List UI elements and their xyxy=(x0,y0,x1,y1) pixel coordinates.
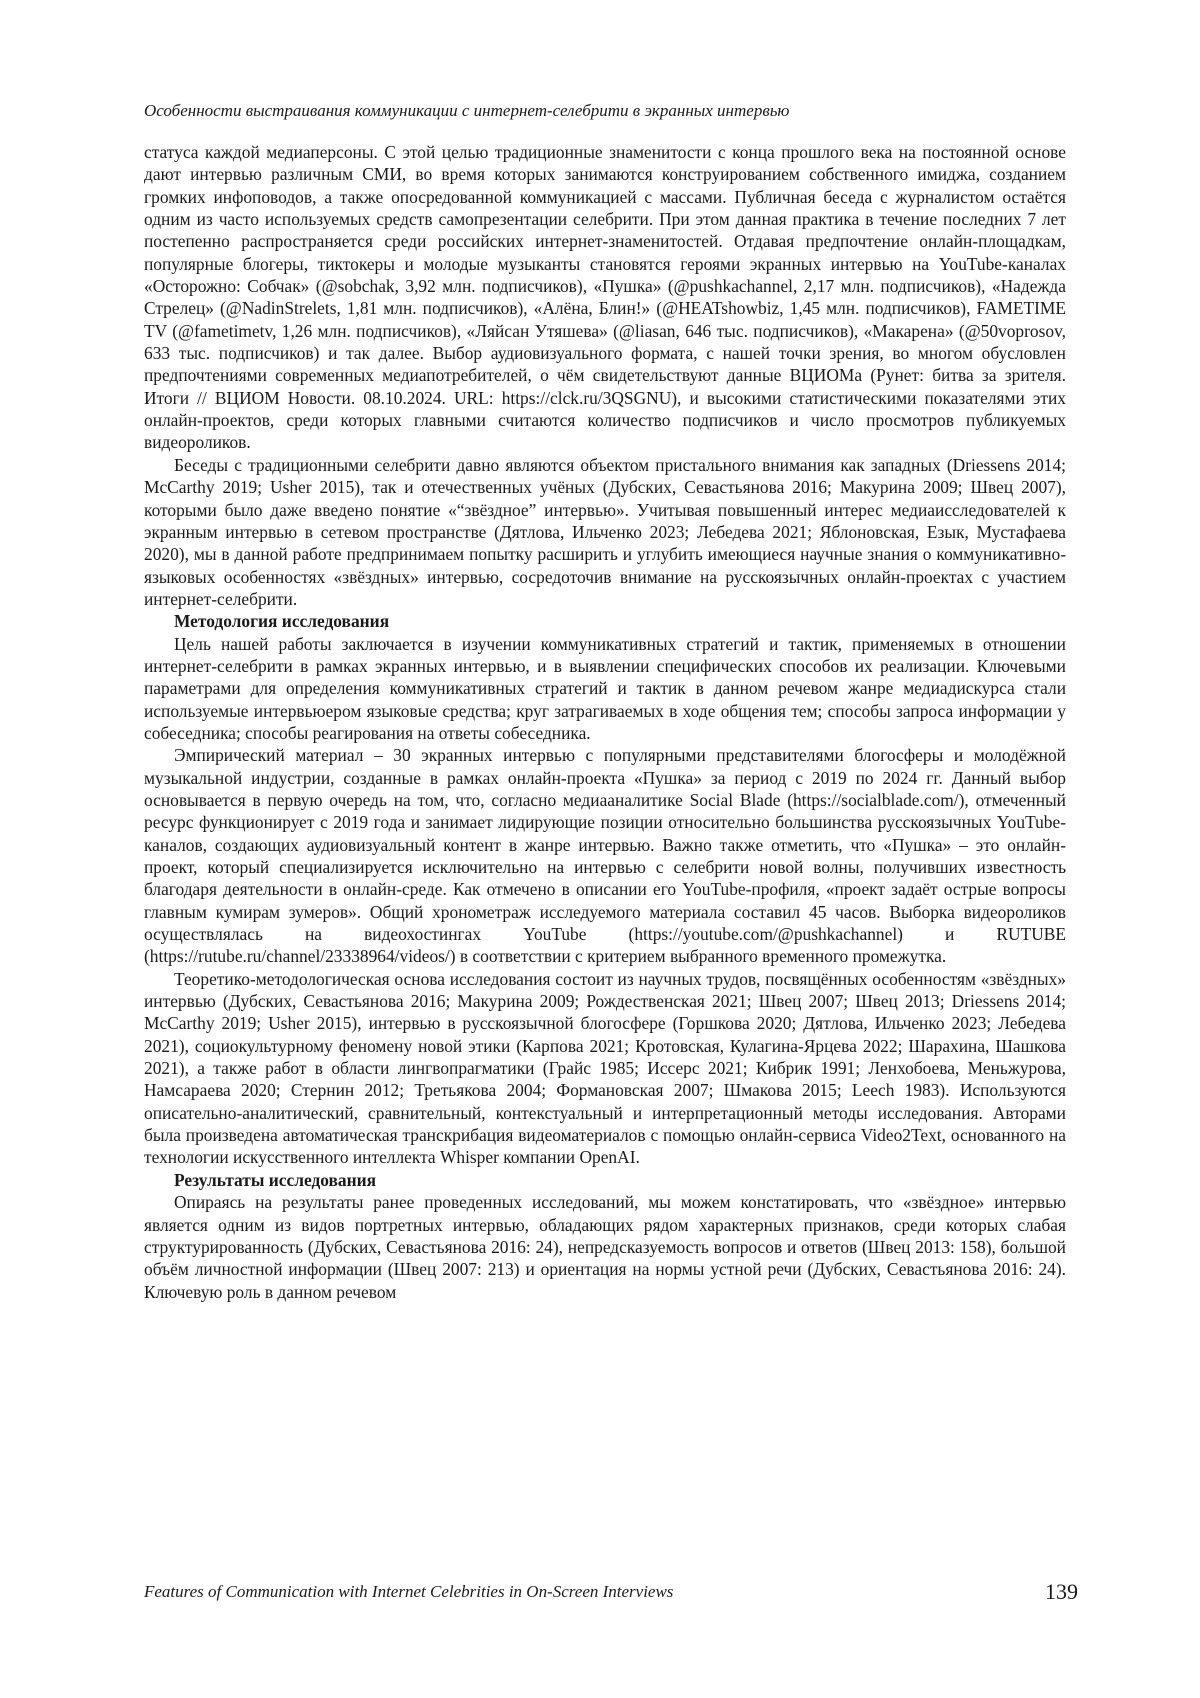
paragraph-continued: статуса каждой медиаперсоны. С этой целью традиционные знаменитости с конца прошлого века на постоянной основе дают интервью различным СМИ, во время которых занимаются конструированием собственного имиджа, созданием громких инфоповодов, а также опосредованной коммуникацией с массами. Публичная беседа с журналистом остаётся одним из часто используемых средств самопрезентации селебрити. При этом данная практика в течение последних 7 лет постепенно распространяется среди российских интернет-знаменитостей. Отдавая предпочтение онлайн-площадкам, популярные блогеры, тиктокеры и молодые музыканты становятся героями экранных интервью на YouTube-каналах «Осторожно: Собчак» (@sobchak, 3,92 млн. подписчиков), «Пушка» (@pushkachannel, 2,17 млн. подписчиков), «Надежда Стрелец» (@NadinStrelets, 1,81 млн. подписчиков), «Алёна, Блин!» (@HEATshowbiz, 1,45 млн. подписчиков), FAMETIME TV (@fametimetv, 1,26 млн. подписчиков), «Ляйсан Утяшева» (@liasan, 646 тыс. подписчиков), «Макарена» (@50voprosov, 633 тыс. подписчиков) и так далее. Выбор аудиовизуального формата, с нашей точки зрения, во многом обусловлен предпочтениями современных медиапотребителей, о чём свидетельствуют данные ВЦИОМа (Рунет: битва за зрителя. Итоги // ВЦИОМ Новости. 08.10.2024. URL: https://clck.ru/3QSGNU), и высокими статистическими показателями этих онлайн-проектов, среди которых главными считаются количество подписчиков и число просмотров публикуемых видеороликов. xyxy=(144,142,1066,453)
paragraph: Опираясь на результаты ранее проведенных исследований, мы можем констатировать, что «звёздное» интервью является одним из видов портретных интервью, обладающих рядом характерных признаков, среди которых слабая структурированность (Дубских, Севастьянова 2016: 24), непредсказуемость вопросов и ответов (Швец 2013: 158), большой объём личностной информации (Швец 2007: 213) и ориентация на нормы устной речи (Дубских, Севастьянова 2016: 24). Ключевую роль в данном речевом xyxy=(144,1192,1066,1302)
section-heading-results: Результаты исследования xyxy=(174,1169,377,1190)
article-body xyxy=(144,141,1066,1303)
paragraph: Цель нашей работы заключается в изучении коммуникативных стратегий и тактик, применяемых в отношении интернет-селебрити в рамках экранных интервью, и в выявлении специфических способов их реализации. Ключевыми параметрами для определения коммуникативных стратегий и тактик в данном речевом жанре медиадискурса стали используемые интервьюером языковые средства; круг затрагиваемых в ходе общения тем; способы запроса информации у собеседника; способы реагирования на ответы собеседника. xyxy=(144,633,1066,743)
page-number: 139 xyxy=(1045,1579,1078,1604)
paragraph: Беседы с традиционными селебрити давно являются объектом пристального внимания как западных (Driessens 2014; McCarthy 2019; Usher 2015), так и отечественных учёных (Дубских, Севастьянова 2016; Макурина 2009; Швец 2007), которыми было даже введено понятие «“звёздное” интервью». Учитывая повышенный интерес медиаисследователей к экранным интервью в сетевом пространстве (Дятлова, Ильченко 2023; Лебедева 2021; Яблоновская, Езык, Мустафаева 2020), мы в данной работе предпринимаем попытку расширить и углубить имеющиеся научные знания о коммуникативно-языковых особенностях «звёздных» интервью, сосредоточив внимание на русскоязычных онлайн-проектах с участием интернет-селебрити. xyxy=(144,454,1066,609)
running-foot: Features of Communication with Internet Celebrities in On-Screen Interviews xyxy=(144,1582,674,1601)
section-heading-methodology: Методология исследования xyxy=(174,611,390,632)
paragraph: Теоретико-методологическая основа исследования состоит из научных трудов, посвящённых особенностям «звёздных» интервью (Дубских, Севастьянова 2016; Макурина 2009; Рождественская 2021; Швец 2007; Швец 2013; Driessens 2014; McCarthy 2019; Usher 2015), интервью в русскоязычной блогосфере (Горшкова 2020; Дятлова, Ильченко 2023; Лебедева 2021), социокультурному феномену новой этики (Карпова 2021; Кротовская, Кулагина-Ярцева 2022; Шарахина, Шашкова 2021), а также работ в области лингвопрагматики (Грайс 1985; Иссерс 2021; Кибрик 1991; Ленхобоева, Меньжурова, Намсараева 2020; Стернин 2012; Третьякова 2004; Формановская 2007; Шмакова 2015; Leech 1983). Используются описательно-аналитический, сравнительный, контекстуальный и интерпретационный методы исследования. Авторами была произведена автоматическая транскрибация видеоматериалов с помощью онлайн-сервиса Video2Text, основанного на технологии искусственного интеллекта Whisper компании OpenAI. xyxy=(144,968,1066,1168)
running-head: Особенности выстраивания коммуникации с интернет-селебрити в экранных интервью xyxy=(144,101,790,120)
paragraph: Эмпирический материал – 30 экранных интервью с популярными представителями блогосферы и молодёжной музыкальной индустрии, созданные в рамках онлайн-проекта «Пушка» за период с 2019 по 2024 гг. Данный выбор основывается в первую очередь на том, что, согласно медиааналитике Social Blade (https://socialblade.com/), отмеченный ресурс функционирует с 2019 года и занимает лидирующие позиции относительно большинства русскоязычных YouTube-каналов, создающих аудиовизуальный контент в жанре интервью. Важно также отметить, что «Пушка» – это онлайн-проект, который специализируется исключительно на интервью с селебрити новой волны, получивших известность благодаря деятельности в онлайн-среде. Как отмечено в описании его YouTube-профиля, «проект задаёт острые вопросы главным кумирам зумеров». Общий хронометраж исследуемого материала составил 45 часов. Выборка видеороликов осуществлялась на видеохостингах YouTube (https://youtube.com/@pushkachannel) и RUTUBE (https://rutube.ru/channel/23338964/videos/) в соответствии с критерием выбранного временного промежутка. xyxy=(144,745,1066,967)
